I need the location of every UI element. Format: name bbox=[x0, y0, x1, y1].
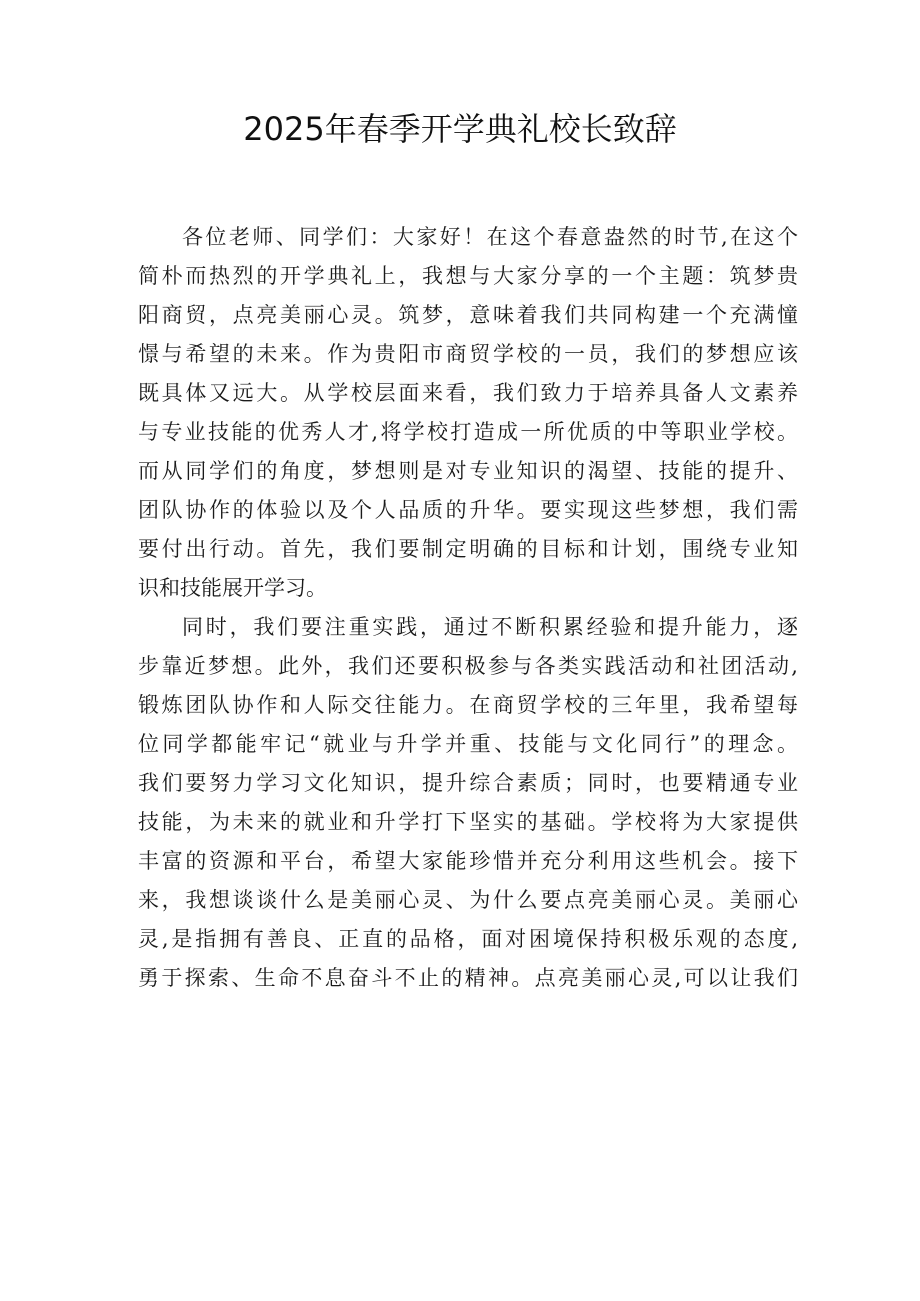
text-line: 憬与希望的未来。作为贵阳市商贸学校的一员，我们的梦想应该 bbox=[138, 342, 798, 366]
text-line: 丰富的资源和平台，希望大家能珍惜并充分利用这些机会。接下 bbox=[138, 849, 798, 873]
text-line: 既具体又远大。从学校层面来看，我们致力于培养具备人文素养 bbox=[138, 381, 798, 405]
text-line: 团队协作的体验以及个人品质的升华。要实现这些梦想，我们需 bbox=[138, 498, 798, 522]
text-line: 要付出行动。首先，我们要制定明确的目标和计划，围绕专业知 bbox=[138, 537, 798, 561]
text-line: 我们要努力学习文化知识，提升综合素质；同时，也要精通专业 bbox=[138, 771, 798, 795]
text-line: 步靠近梦想。此外，我们还要积极参与各类实践活动和社团活动, bbox=[138, 654, 798, 678]
text-line: 识和技能展开学习。 bbox=[138, 576, 327, 600]
text-line: 同时，我们要注重实践，通过不断积累经验和提升能力，逐 bbox=[182, 615, 798, 639]
text-line: 灵,是指拥有善良、正直的品格，面对困境保持积极乐观的态度, bbox=[138, 927, 798, 951]
paragraph-1 bbox=[138, 218, 798, 608]
text-line: 简朴而热烈的开学典礼上，我想与大家分享的一个主题：筑梦贵 bbox=[138, 264, 798, 288]
text-line: 勇于探索、生命不息奋斗不止的精神。点亮美丽心灵,可以让我们 bbox=[138, 966, 798, 990]
text-line: 而从同学们的角度，梦想则是对专业知识的渴望、技能的提升、 bbox=[138, 459, 798, 483]
text-line: 阳商贸，点亮美丽心灵。筑梦，意味着我们共同构建一个充满憧 bbox=[138, 303, 798, 327]
text-line: 位同学都能牢记“就业与升学并重、技能与文化同行”的理念。 bbox=[138, 732, 798, 756]
document-body bbox=[138, 218, 798, 998]
page-title: 2025年春季开学典礼校长致辞 bbox=[243, 110, 677, 148]
text-line: 技能，为未来的就业和升学打下坚实的基础。学校将为大家提供 bbox=[138, 810, 798, 834]
paragraph-2 bbox=[138, 608, 798, 998]
text-line: 各位老师、同学们：大家好！在这个春意盎然的时节,在这个 bbox=[182, 225, 798, 249]
text-line: 锻炼团队协作和人际交往能力。在商贸学校的三年里，我希望每 bbox=[138, 693, 798, 717]
text-line: 与专业技能的优秀人才,将学校打造成一所优质的中等职业学校。 bbox=[138, 420, 798, 444]
text-line: 来，我想谈谈什么是美丽心灵、为什么要点亮美丽心灵。美丽心 bbox=[138, 888, 798, 912]
